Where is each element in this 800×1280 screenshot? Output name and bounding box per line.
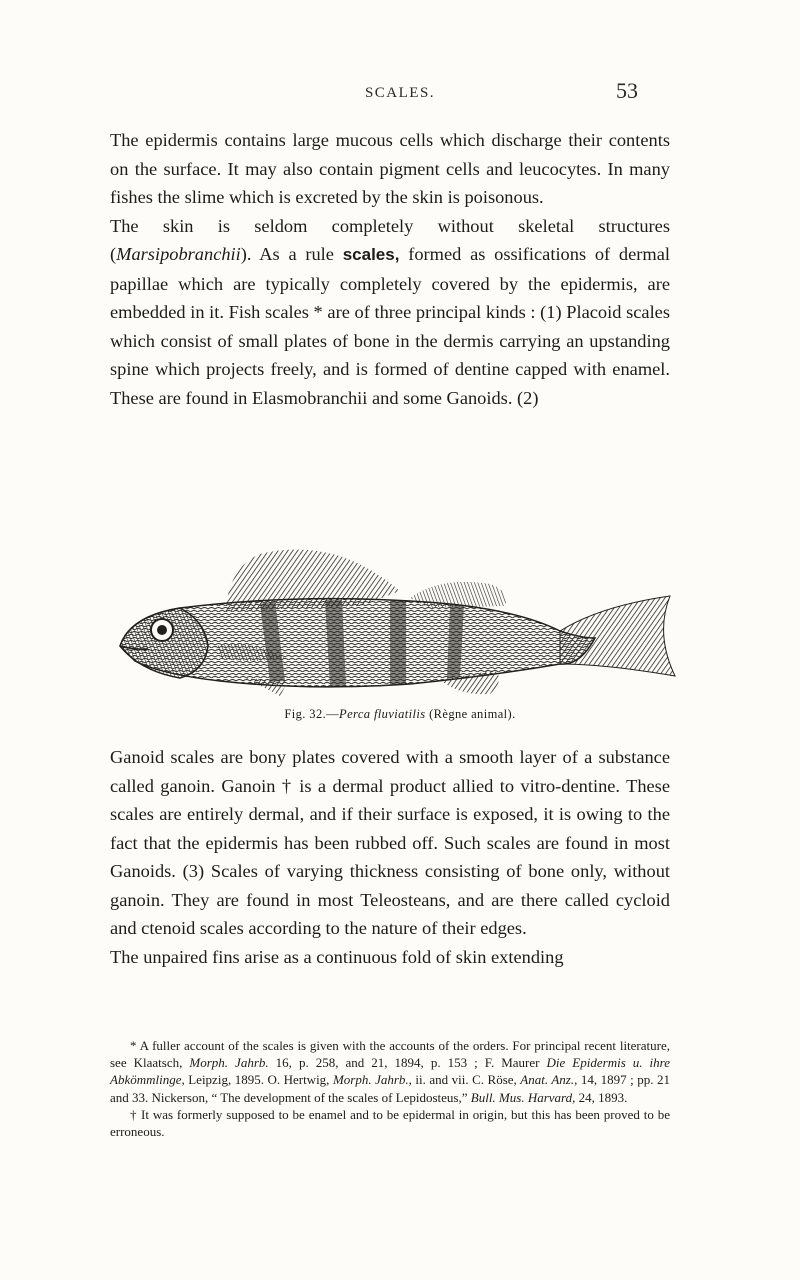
- paragraph-epidermis: The epidermis contains large mucous cells which discharge their contents on the surface. It may also contain pigment cells and leucocytes. In many fishes the slime which is excreted by the skin is poisonous.: [110, 130, 670, 207]
- footnote-2: † It was formerly supposed to be enamel and to be epidermal in origin, but this has been proved to be erroneous.: [110, 1106, 670, 1140]
- footnote-1: * A fuller account of the scales is given with the accounts of the orders. For principal recent literature, see Klaatsch, Morph. Jahrb. 16, p. 258, and 21, 1894, p. 153 ; F. Maurer Die Epidermis u. ihre Abkömmlinge, Leipzig, 1895. O. Hertwig, Morph. Jahrb., ii. and vii. C. Röse, Anat. Anz., 14, 1897 ; pp. 21 and 33. Nickerson, “ The development of the scales of Lepidosteus,” Bull. Mus. Harvard, 24, 1893.: [110, 1038, 671, 1105]
- paragraph-ganoid: Ganoid scales are bony plates covered with a smooth layer of a substance called ganoin. Ganoin † is a dermal product allied to vitro-dentine. These scales are entirely dermal, and if their surface is exposed, it is owing to the fact that the epidermis has been rubbed off. Such scales are found in most Ganoids. (3) Scales of varying thickness consisting of bone only, without ganoin. They are found in most Teleosteans, and are there called cycloid and ctenoid scales according to the nature of their edges.: [110, 747, 670, 938]
- upper-text: [110, 126, 670, 412]
- lower-text: [110, 743, 670, 971]
- page-number: 53: [616, 78, 638, 103]
- pelvic-fin: [245, 678, 288, 696]
- perch-fish-illustration: [110, 546, 690, 696]
- term-scales: scales,: [342, 245, 400, 264]
- running-header: SCALES.: [364, 85, 436, 101]
- paragraph-skin: The skin is seldom completely without skeletal structures (Marsipobranchii). As a rule scales, formed as ossifications of dermal papillae which are typically completely covered by the epidermis, are embedded in it. Fish scales * are of three principal kinds : (1) Placoid scales which consist of small plates of bone in the dermis carrying an upstanding spine which projects freely, and is formed of dentine capped with enamel. These are found in Elasmobranchii and some Ganoids. (2): [110, 215, 670, 408]
- taxon-italic: Marsipobranchii: [116, 244, 241, 264]
- paragraph-fins: The unpaired fins arise as a continuous fold of skin extending: [110, 946, 564, 967]
- figure-caption: Fig. 32.—Perca fluviatilis (Règne animal).: [284, 707, 516, 721]
- footnotes: [110, 1037, 670, 1140]
- tail-fin: [560, 596, 675, 676]
